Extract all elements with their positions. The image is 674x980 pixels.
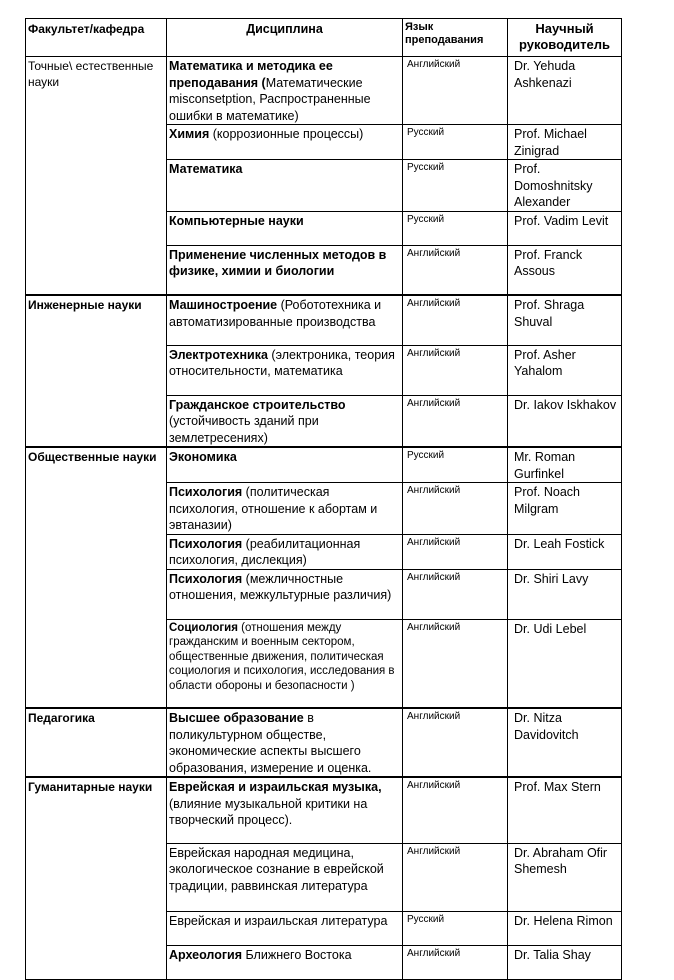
table-row bbox=[26, 708, 622, 777]
header-language: Язык преподавания bbox=[403, 19, 508, 57]
discipline-detail: в поликультурном обществе, экономические аспекты высшего образования, измерение и оценка. bbox=[169, 711, 372, 775]
supervisor-cell: Dr. Iakov Iskhakov bbox=[508, 395, 622, 447]
table-row bbox=[26, 447, 622, 483]
supervisor-cell: Prof. Shraga Shuval bbox=[508, 295, 622, 345]
discipline-detail: (реабилитационная психология, дислекция) bbox=[169, 536, 361, 567]
faculty-cell: Педагогика bbox=[26, 708, 167, 777]
supervisor-cell: Dr. Udi Lebel bbox=[508, 619, 622, 708]
discipline-cell bbox=[167, 619, 403, 708]
discipline-detail: Еврейская и израильская литература bbox=[169, 913, 388, 928]
discipline-title: Машиностроение bbox=[169, 298, 278, 312]
discipline-cell bbox=[167, 708, 403, 777]
discipline-title: Археология bbox=[169, 947, 243, 962]
faculty-cell: Общественные науки bbox=[26, 447, 167, 708]
discipline-title: Психология bbox=[169, 571, 243, 586]
discipline-title: Компьютерные науки bbox=[169, 213, 304, 228]
supervisor-cell: Prof. Michael Zinigrad bbox=[508, 125, 622, 160]
discipline-cell bbox=[167, 569, 403, 619]
language-cell: Английский bbox=[403, 245, 508, 295]
language-cell: Английский bbox=[403, 534, 508, 569]
discipline-cell bbox=[167, 945, 403, 979]
discipline-cell bbox=[167, 57, 403, 125]
discipline-cell bbox=[167, 245, 403, 295]
language-cell: Русский bbox=[403, 125, 508, 160]
discipline-title: Экономика bbox=[169, 450, 237, 464]
discipline-title: Психология bbox=[169, 536, 243, 551]
discipline-detail: (политическая психология, отношение к абортам и эвтаназии) bbox=[169, 485, 378, 532]
disciplines-table bbox=[25, 18, 622, 980]
discipline-title: Применение численных методов в физике, химии и биологии bbox=[169, 247, 387, 278]
language-cell: Английский bbox=[403, 395, 508, 447]
discipline-cell bbox=[167, 777, 403, 843]
language-cell: Английский bbox=[403, 945, 508, 979]
language-cell: Английский bbox=[403, 295, 508, 345]
discipline-detail: Еврейская народная медицина, экологическое сознание в еврейской традиции, раввинская литература bbox=[169, 845, 384, 893]
language-cell: Английский bbox=[403, 619, 508, 708]
language-cell: Английский bbox=[403, 345, 508, 395]
discipline-title: Социология bbox=[169, 621, 238, 634]
faculty-cell: Точные\ естественные науки bbox=[26, 57, 167, 296]
discipline-cell bbox=[167, 295, 403, 345]
discipline-cell bbox=[167, 843, 403, 911]
language-cell: Русский bbox=[403, 211, 508, 245]
language-cell: Английский bbox=[403, 708, 508, 777]
discipline-cell bbox=[167, 345, 403, 395]
discipline-title: Гражданское строительство bbox=[169, 397, 346, 412]
supervisor-cell: Dr. Leah Fostick bbox=[508, 534, 622, 569]
language-cell: Русский bbox=[403, 447, 508, 483]
supervisor-cell: Prof. Noach Milgram bbox=[508, 483, 622, 535]
discipline-detail: (Робототехника и автоматизированные производства bbox=[169, 298, 382, 329]
supervisor-cell: Dr. Nitza Davidovitch bbox=[508, 708, 622, 777]
header-discipline: Дисциплина bbox=[167, 19, 403, 57]
discipline-title: Химия bbox=[169, 127, 210, 141]
supervisor-cell: Prof. Asher Yahalom bbox=[508, 345, 622, 395]
supervisor-cell: Dr. Helena Rimon bbox=[508, 911, 622, 945]
supervisor-cell: Dr. Abraham Ofir Shemesh bbox=[508, 843, 622, 911]
language-cell: Русский bbox=[403, 160, 508, 212]
supervisor-cell: Prof. Domoshnitsky Alexander bbox=[508, 160, 622, 212]
discipline-cell bbox=[167, 447, 403, 483]
language-cell: Английский bbox=[403, 483, 508, 535]
language-cell: Английский bbox=[403, 569, 508, 619]
discipline-detail: Математические misconsetption, Распространенные ошибки в математике) bbox=[169, 75, 371, 123]
language-cell: Английский bbox=[403, 777, 508, 843]
supervisor-cell: Dr. Talia Shay bbox=[508, 945, 622, 979]
discipline-detail: (отношения между гражданским и военным сектором, общественные движения, политическая социология и психология, исследования в области обороны и безопасности ) bbox=[169, 621, 395, 692]
discipline-cell bbox=[167, 160, 403, 212]
discipline-detail: (устойчивость зданий при землетресениях) bbox=[169, 414, 319, 445]
supervisor-cell: Prof. Max Stern bbox=[508, 777, 622, 843]
discipline-detail: (электроника, теория относительности, математика bbox=[169, 347, 395, 378]
header-row bbox=[26, 19, 622, 57]
language-cell: Английский bbox=[403, 57, 508, 125]
discipline-detail: (межличностные отношения, межкультурные различия) bbox=[169, 571, 392, 602]
discipline-cell bbox=[167, 911, 403, 945]
table-row bbox=[26, 777, 622, 843]
discipline-cell bbox=[167, 211, 403, 245]
discipline-title: Еврейская и израильская музыка, bbox=[169, 780, 382, 794]
supervisor-cell: Prof. Franck Assous bbox=[508, 245, 622, 295]
discipline-detail: (коррозионные процессы) bbox=[209, 127, 364, 141]
faculty-cell: Инженерные науки bbox=[26, 295, 167, 447]
supervisor-cell: Dr. Yehuda Ashkenazi bbox=[508, 57, 622, 125]
discipline-title: Электротехника bbox=[169, 347, 268, 362]
faculty-cell: Гуманитарные науки bbox=[26, 777, 167, 979]
supervisor-cell: Dr. Shiri Lavy bbox=[508, 569, 622, 619]
supervisor-cell: Mr. Roman Gurfinkel bbox=[508, 447, 622, 483]
language-cell: Русский bbox=[403, 911, 508, 945]
discipline-title: Психология bbox=[169, 485, 243, 499]
header-faculty: Факультет/кафедра bbox=[26, 19, 167, 57]
discipline-cell bbox=[167, 483, 403, 535]
discipline-cell bbox=[167, 395, 403, 447]
table-row bbox=[26, 295, 622, 345]
discipline-title: Математика и методика ее преподавания ( bbox=[169, 59, 333, 90]
discipline-title: Высшее образование bbox=[169, 711, 304, 725]
discipline-detail: Ближнего Востока bbox=[242, 947, 352, 962]
table-row bbox=[26, 57, 622, 125]
header-supervisor: Научный руководитель bbox=[508, 19, 622, 57]
discipline-title: Математика bbox=[169, 162, 243, 176]
discipline-cell bbox=[167, 125, 403, 160]
language-cell: Английский bbox=[403, 843, 508, 911]
discipline-cell bbox=[167, 534, 403, 569]
supervisor-cell: Prof. Vadim Levit bbox=[508, 211, 622, 245]
discipline-detail: (влияние музыкальной критики на творческий процесс). bbox=[169, 796, 368, 827]
